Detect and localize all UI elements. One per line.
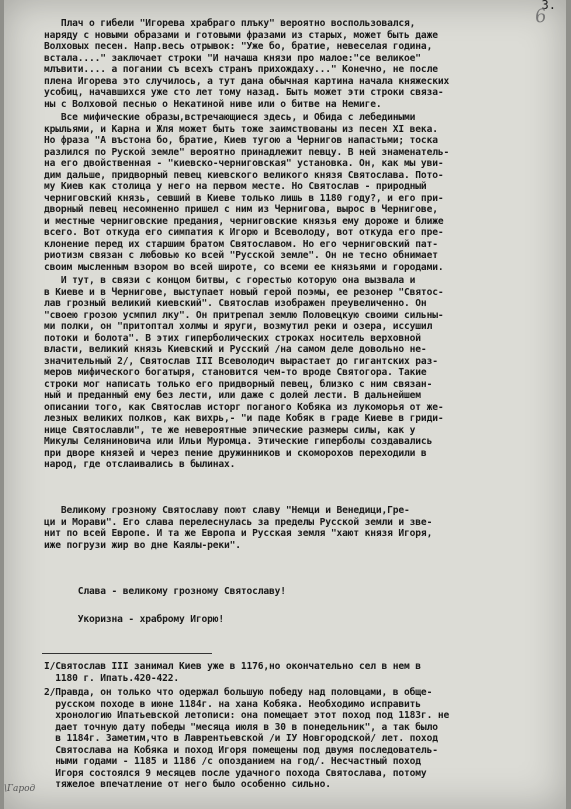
typewritten-page [4, 0, 566, 809]
glory-line: Слава - великому грозному Святославу! [44, 586, 286, 597]
footnote-1: I/Святослав III занимал Киев уже в 1176,но окончательно сел в нем в 1180 г. Ипать.420-422. [44, 661, 421, 684]
pencil-page-number: 6 [533, 5, 548, 28]
paragraph-europe: Великому грозному Святославу поют славу "Немци и Венедици,Гре- ци и Морави". Его слава перелеснулась за пределы Русской земли и зве- нит по всей Европе. И та же Европа и Русская земля "хают князя Игоря, иже погрузи жир во дне Каялы-реки". [44, 505, 433, 551]
footnote-divider [42, 653, 212, 654]
reproach-line: Укоризна - храброму Игорю! [44, 614, 225, 625]
paragraph-lament: Плач о гибели "Игорева храбраго плъку" вероятно воспользовался, наряду с новыми образами и готовыми фразами из старых, может быть даже Волховых песен. Напр.весь отрывок: "Уже бо, братие, невеселая година, встала...." заключает строки "И начаша князи про малое:"се великое" млъвити.... а погании съ всехъ странъ прихождаху..." Конечно, не после плена Игорева это случилось, а тут дана обычная картина начала княжеских усобиц, начавшихся уже сто лет тому назад. Быть может эти строки связа- ны с Волховой песнью о Некатиной ниве или о битве на Немиге. [44, 18, 450, 110]
footnote-2: 2/Правда, он только что одержал большую победу над половцами, в обще- русском походе в июне 1184г. на хана Кобяка. Необходимо исправить хронологию Ипатьевской летописи: она помещает этот поход под 1183г. не дает точную дату победы "месяца июля в 30 в понедельник", а так было в 1184г. Заметим,что в Лаврентьевской /и IУ Новгородской/ лет. поход Святослава на Кобяка и поход Игоря помещены под двумя последователь- ными годами - 1185 и 1186 /с опозданием на год/. Несчастный поход Игоря состоялся 9 месяцев после удачного похода Святослава, потому тяжелое впечатление от него было особенно сильно. [44, 687, 450, 790]
margin-note: \Гарод [4, 784, 36, 794]
page-number: 3. [541, 0, 556, 12]
paragraph-mythical-images: Все мифические образы,встречающиеся здесь, и Обида с лебедиными крыльями, и Карна и Жля может быть тоже заимствованы из песен XI века. Но фраза "А въстона бо, братие, Киев тугою а Чернигов напастьми; тоска разлился по Руской земле" вероятно принадлежит певцу. В ней знаменатель- на его двойственная - "киевско-черниговская" установка. Он, как мы уви- дим дальше, придворный певец киевского великого князя Святослава. Пото- му Киев как столица у него на первом месте. Но Святослав - природный черниговский князь, севший в Киеве только лишь в 1180 году?, и его при- дворный певец несомненно пришел с ним из Чернигова, вырос в Чернигове, и местные черниговские предания, черниговские князья ему дороже и ближе всего. Вот откуда его симпатия к Игорю и Всеволоду, вот откуда его пре- клонение перед их старшим братом Святославом. Но его черниговский пат- риотизм связан с любовью ко всей "Русской земле". Он не тесно обнимает своим мысленным взором во всей широте, со всеми ее князьями и городами. [44, 112, 450, 273]
paragraph-svyatoslav: И тут, в связи с концом битвы, с горестью которую она вызвала и в Киеве и в Чернигове, выступает новый герой поэмы, ее резонер "Святос- лав грозный великий киевский". Святослав изображен преувеличенно. Он "своею грозою усмпил лку". Он притрепал землю Половецкую своими сильны- ми полки, он "притоптал холмы и яруги, возмутил реки и озера, иссушил потоки и болота". В этих гиперболических строках носитель верховной власти, великий князь Киевский и Русский /на самом деле довольно не- значительный 2/, Святослав III Всеволодич вырастает до гигантских раз- меров мифического богатыря, становится чем-то вроде Святогора. Такие строки мог написать только его придворный певец, близко с ним связан- ный и преданный ему без лести, или даже с долей лести. В дальнейшем описании того, как Святослав исторг поганого Кобяка из лукоморья от же- лезных великих полков, как вихрь,- "и паде Кобяк в граде Киеве в гриди- нице Святославли", те же невероятные эпические размеры силы, как у Микулы Селяниновича или Ильи Муромца. Этические гиперболы создавались при дворе князей и через пение дружинников и скоморохов переходили в народ, где отслаивались в былинах. [44, 275, 444, 470]
